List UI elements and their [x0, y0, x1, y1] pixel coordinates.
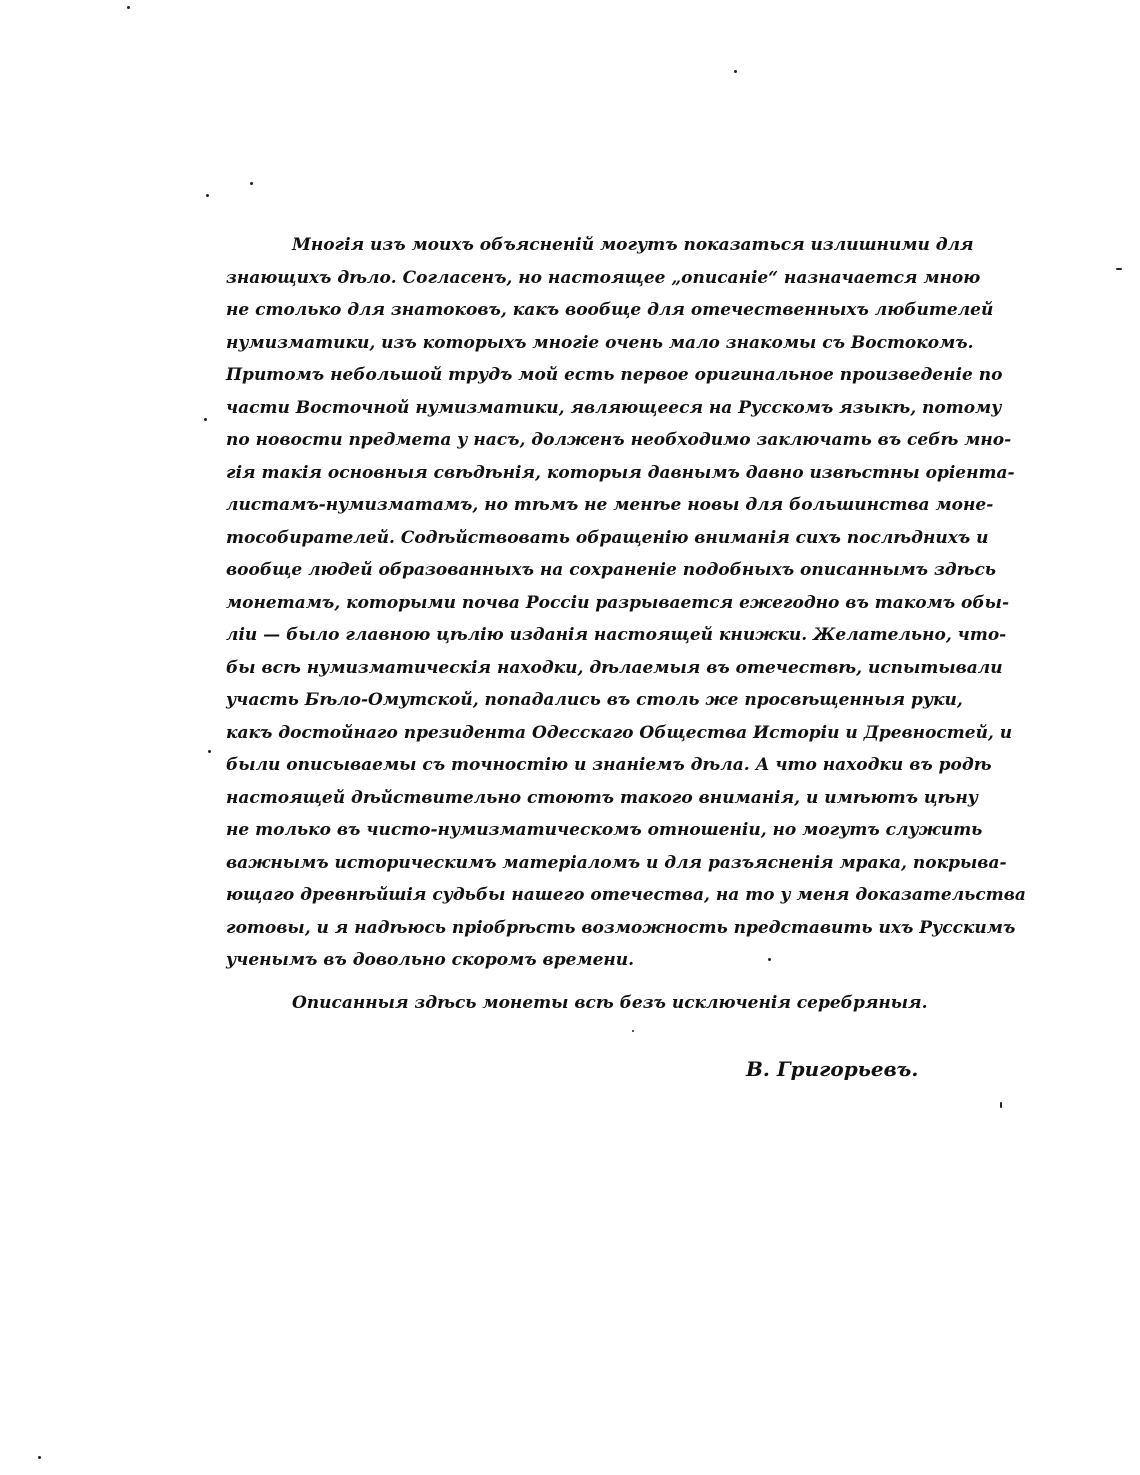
- paragraph-line: листамъ-нумизматамъ, но тѣмъ не менѣе новы для большинства моне-: [226, 495, 994, 515]
- paragraph-line: гія такія основныя свѣдѣнія, которыя давнымъ давно извѣстны оріента-: [226, 462, 1015, 483]
- paragraph-line: какъ достойнаго президента Одесскаго Общества Исторіи и Древностей, и: [226, 722, 1013, 743]
- scan-speck: [1000, 1102, 1002, 1108]
- paragraph-line: настоящей дѣйствительно стоютъ такого вниманія, и имѣютъ цѣну: [226, 787, 978, 808]
- paragraph-line: ющаго древнѣйшія судьбы нашего отечества, на то у меня доказательства: [226, 885, 1026, 905]
- paragraph-line: участь Бѣло-Омутской, попадались въ столь же просвѣщенныя руки,: [226, 690, 963, 710]
- scan-speck: [250, 182, 253, 185]
- paragraph-line: были описываемы съ точностію и знаніемъ дѣла. А что находки въ родѣ: [226, 755, 992, 775]
- scan-speck: [38, 1456, 41, 1459]
- preface-paragraph: [226, 229, 1026, 977]
- paragraph-line: Многія изъ моихъ объясненій могутъ показаться излишними для: [292, 235, 974, 255]
- scan-speck: [768, 958, 771, 961]
- paragraph-line: ученымъ въ довольно скоромъ времени.: [226, 950, 635, 970]
- paragraph-line: Притомъ небольшой трудъ мой есть первое оригинальное произведеніе по: [226, 365, 1003, 385]
- scan-speck: [734, 70, 737, 73]
- scan-speck: [632, 1030, 634, 1032]
- author-signature: В. Григорьевъ.: [746, 1057, 919, 1081]
- scan-speck: [206, 194, 209, 197]
- paragraph-line: не столько для знатоковъ, какъ вообще для отечественныхъ любителей: [226, 300, 994, 320]
- scan-speck: [1116, 268, 1122, 270]
- paragraph-line: монетамъ, которыми почва Россіи разрывается ежегодно въ такомъ обы-: [226, 592, 1009, 613]
- scan-speck: [208, 750, 211, 753]
- paragraph-line: не только въ чисто-нумизматическомъ отношеніи, но могутъ служить: [226, 820, 983, 840]
- scan-speck: [204, 418, 207, 421]
- paragraph-line: тособирателей. Содѣйствовать обращенію вниманія сихъ послѣднихъ и: [226, 527, 989, 548]
- paragraph-line: ліи — было главною цѣлію изданія настоящей книжки. Желательно, что-: [226, 625, 1007, 645]
- paragraph-line: нумизматики, изъ которыхъ многіе очень мало знакомы съ Востокомъ.: [226, 332, 974, 353]
- paragraph-line: важнымъ историческимъ матеріаломъ и для разъясненія мрака, покрыва-: [226, 852, 1007, 873]
- closing-line: Описанныя здѣсь монеты всѣ безъ исключенія серебряныя.: [292, 993, 928, 1013]
- paragraph-line: бы всѣ нумизматическія находки, дѣлаемыя въ отечествѣ, испытывали: [226, 657, 1003, 678]
- paragraph-line: по новости предмета у насъ, долженъ необходимо заключать въ себѣ мно-: [226, 430, 1012, 450]
- paragraph-line: части Восточной нумизматики, являющееся на Русскомъ языкѣ, потому: [226, 397, 1002, 418]
- scan-speck: [127, 6, 130, 9]
- paragraph-line: знающихъ дѣло. Согласенъ, но настоящее „описаніе“ назначается мною: [226, 267, 981, 288]
- paragraph-line: готовы, и я надѣюсь пріобрѣсть возможность представить ихъ Русскимъ: [226, 917, 1016, 938]
- paragraph-line: вообще людей образованныхъ на сохраненіе подобныхъ описаннымъ здѣсь: [226, 560, 997, 580]
